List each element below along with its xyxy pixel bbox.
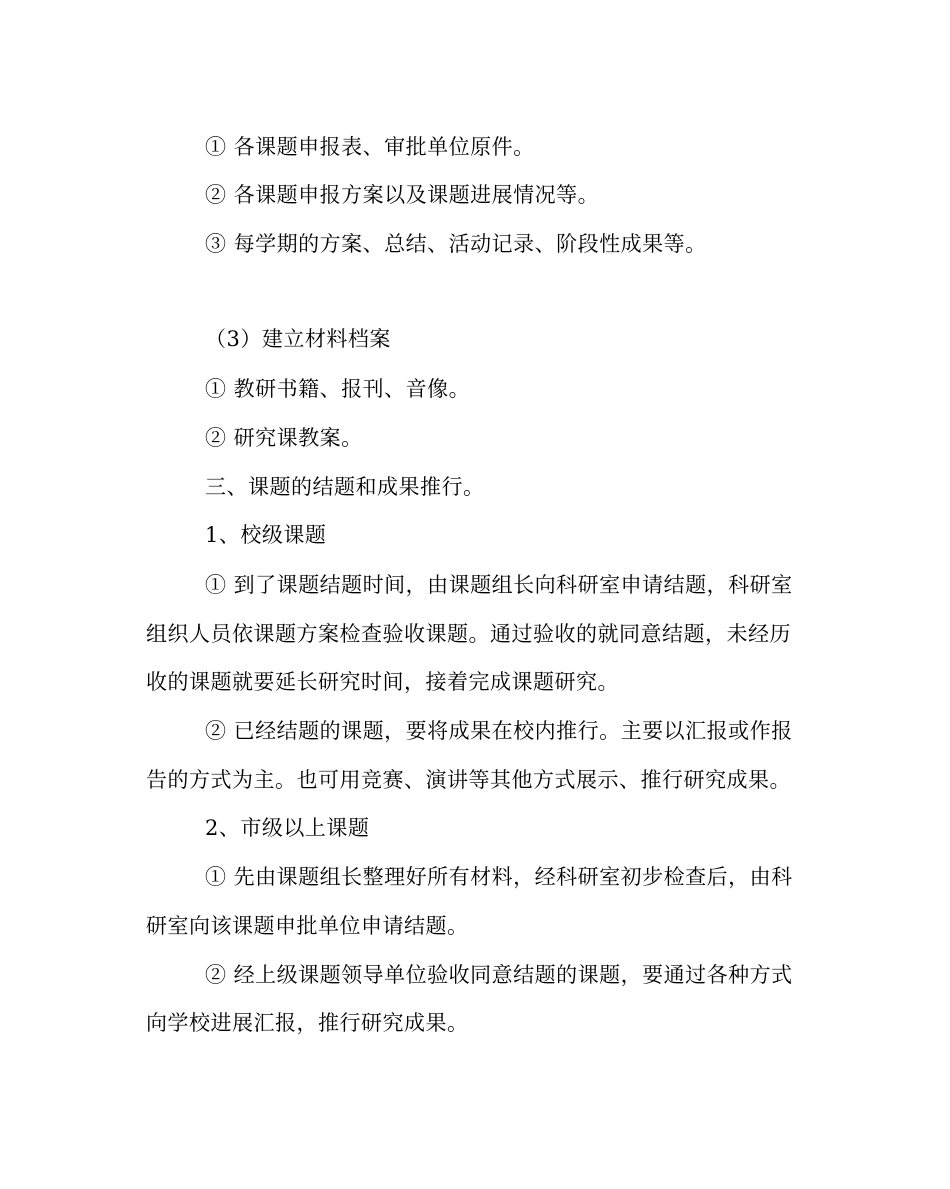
text-line-16: 研室向该课题申批单位申请结题。 (146, 914, 469, 938)
text-line-9: ① 到了课题结题时间，由课题组长向科研室申请结题，科研室 (205, 573, 793, 597)
text-line-12: ② 已经结题的课题，要将成果在校内推行。主要以汇报或作报 (205, 719, 793, 743)
section-heading-materials-archive: （3）建立材料档案 (205, 327, 391, 351)
text-line-6: ② 研究课教案。 (205, 426, 363, 450)
text-line-10: 组织人员依课题方案检查验收课题。通过验收的就同意结题，未经历 (146, 622, 791, 646)
text-line-13: 告的方式为主。也可用竞赛、演讲等其他方式展示、推行研究成果。 (146, 768, 791, 792)
text-line-5: ① 教研书籍、报刊、音像。 (205, 377, 471, 401)
text-line-11: 收的课题就要延长研究时间，接着完成课题研究。 (146, 670, 619, 694)
subsection-heading-city-level: 2、市级以上课题 (205, 816, 370, 840)
text-line-2: ② 各课题申报方案以及课题进展情况等。 (205, 183, 600, 207)
text-line-18: 向学校进展汇报，推行研究成果。 (146, 1011, 469, 1035)
text-line-3: ③ 每学期的方案、总结、活动记录、阶段性成果等。 (205, 232, 707, 256)
text-line-17: ② 经上级课题领导单位验收同意结题的课题，要通过各种方式 (205, 963, 793, 987)
text-line-15: ① 先由课题组长整理好所有材料，经科研室初步检查后，由科 (205, 865, 793, 889)
subsection-heading-school-level: 1、校级课题 (205, 523, 327, 547)
text-line-1: ① 各课题申报表、审批单位原件。 (205, 135, 535, 159)
section-heading-conclusion: 三、课题的结题和成果推行。 (205, 475, 485, 499)
